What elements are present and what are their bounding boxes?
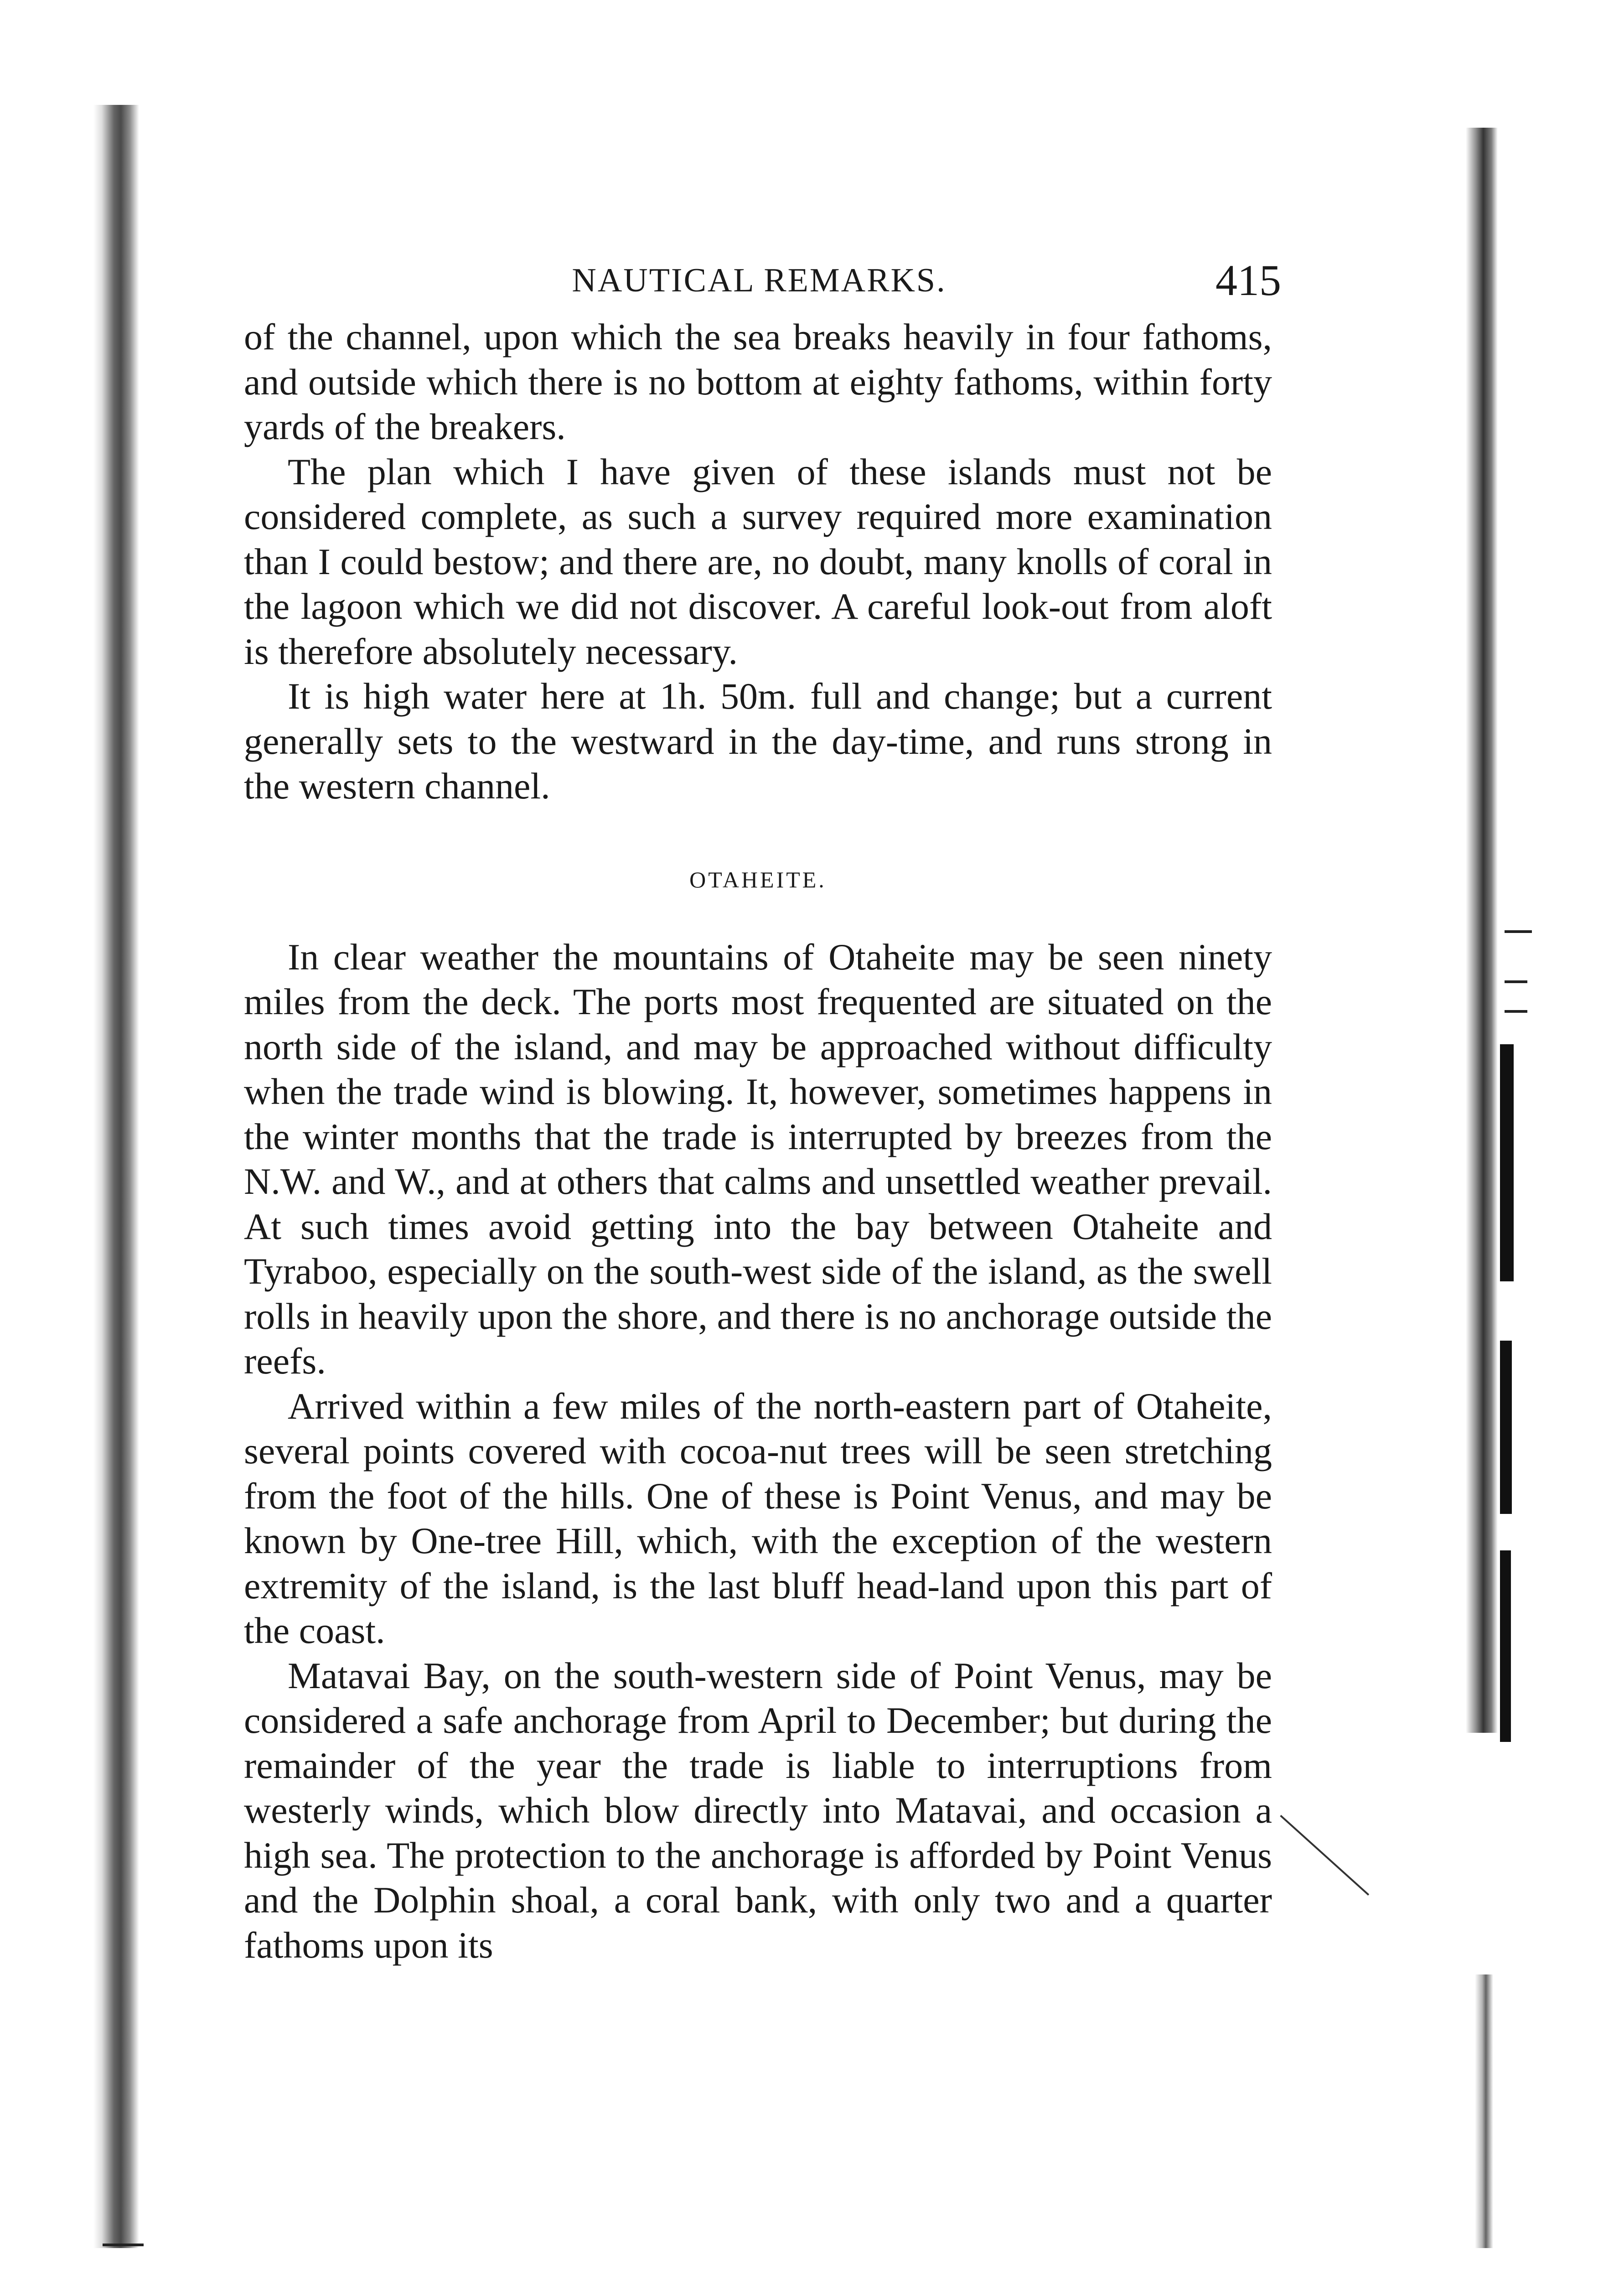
running-head [237, 255, 1281, 306]
edge-bar [1500, 1044, 1514, 1281]
gutter-rule [103, 2244, 144, 2246]
paragraph: It is high water here at 1h. 50m. full and change; but a current generally sets to the westward in the day-time, and runs strong in the western channel. [244, 675, 1272, 807]
running-title: NAUTICAL REMARKS. [572, 262, 946, 299]
right-edge-shadow-lower [1475, 1974, 1493, 2248]
body-text [244, 315, 1272, 1968]
edge-bar [1500, 1341, 1512, 1514]
margin-pencil-mark [1280, 1815, 1369, 1896]
paragraph: Arrived within a few miles of the north-eastern part of Otaheite, several points covered with cocoa-nut trees will be seen stretching from the foot of the hills. One of these is Point Venus, and may be known by One-tree Hill, which, with the exception of the western extremity of the island, is the last bluff head-land upon this part of the coast. [244, 1385, 1272, 1651]
edge-tick [1505, 930, 1532, 933]
paragraph: Matavai Bay, on the south-western side of Point Venus, may be considered a safe anchorage from April to December; but during the remainder of the year the trade is liable to interruptions from westerly winds, which blow directly into Matavai, and occasion a high sea. The protection to the anchorage is afforded by Point Venus and the Dolphin shoal, a coral bank, with only two and a quarter fathoms upon its [244, 1654, 1272, 1966]
right-edge-shadow [1466, 128, 1498, 1733]
edge-tick [1505, 980, 1527, 983]
edge-bar [1500, 1550, 1511, 1742]
binding-gutter-shadow [93, 105, 139, 2248]
page-number: 415 [1215, 256, 1281, 305]
paragraph: The plan which I have given of these islands must not be considered complete, as such a survey required more examination than I could bestow; and there are, no doubt, many knolls of coral in the lagoon which we did not discover. A careful look-out from aloft is therefore absolutely necessary. [244, 451, 1272, 672]
edge-tick [1505, 1010, 1527, 1013]
paragraph-continued: of the channel, upon which the sea breaks heavily in four fathoms, and outside which there is no bottom at eighty fathoms, within forty yards of the breakers. [244, 316, 1272, 447]
section-heading: OTAHEITE. [689, 866, 827, 892]
paragraph: In clear weather the mountains of Otaheite may be seen ninety miles from the deck. The ports most frequented are situated on the north side of the island, and may be approached without difficulty when the trade wind is blowing. It, however, sometimes happens in the winter months that the trade is interrupted by breezes from the N.W. and W., and at others that calms and unsettled weather prevail. At such times avoid getting into the bay between Otaheite and Tyraboo, especially on the south-west side of the island, as the swell rolls in heavily upon the shore, and there is no anchorage outside the reefs. [244, 936, 1272, 1382]
